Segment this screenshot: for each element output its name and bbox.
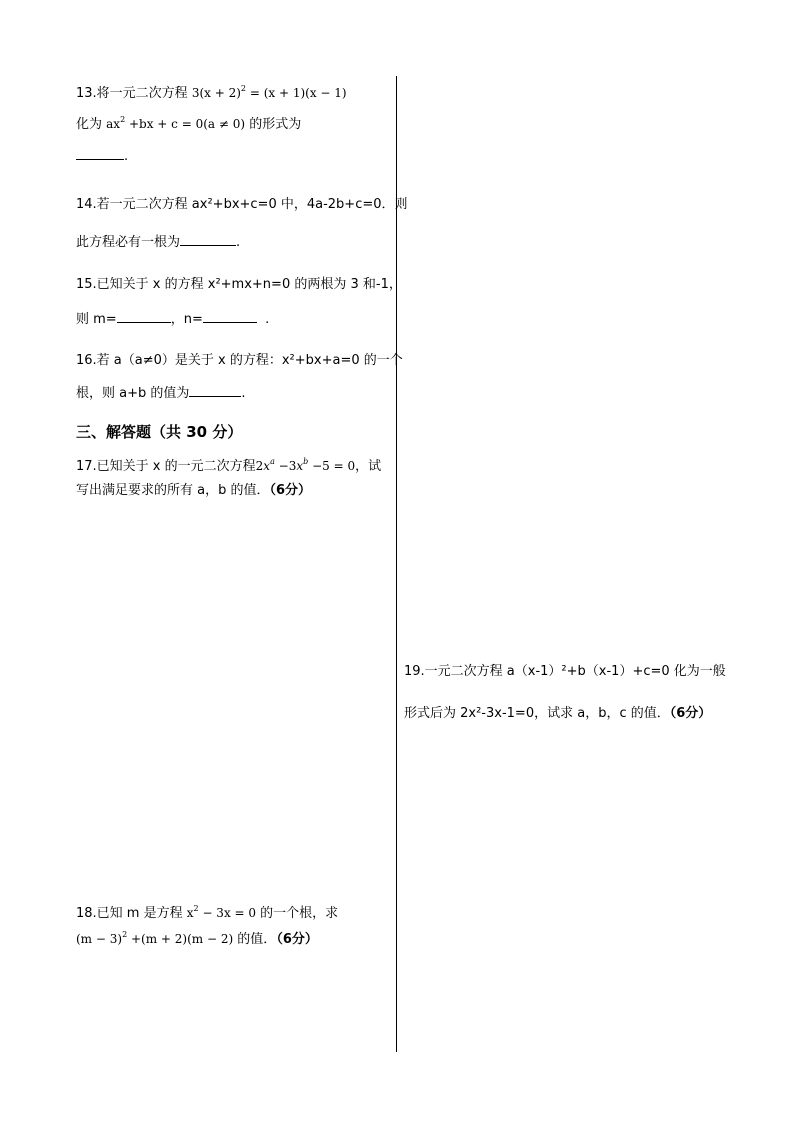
- q13-equation: $3(x + 2)^2 = (x + 1)(x - 1)$: [191, 84, 347, 100]
- q13-general-form: $ax^2 +bx + c = 0(a \ne 0)$: [106, 115, 246, 131]
- q14-line1: 14.若一元二次方程 ax²+bx+c=0 中，4a-2b+c=0．则: [76, 197, 408, 212]
- q13-line3: .: [76, 146, 128, 166]
- q16-answer-blank[interactable]: [189, 383, 241, 397]
- q15-line1: 15.已知关于 x 的方程 x²+mx+n=0 的两根为 3 和-1，: [76, 277, 402, 292]
- q17-points: （6分）: [269, 483, 312, 498]
- q19-line2: 形式后为 2x²-3x-1=0，试求 a，b，c 的值．（6分）: [404, 706, 712, 721]
- q14-line2: 此方程必有一根为 .: [76, 232, 240, 252]
- q18-line1: 18.已知 m 是方程 $x^2 - 3x = 0$ 的一个根，求: [76, 904, 339, 921]
- q15-n-blank[interactable]: [203, 309, 257, 323]
- q17-equation: $2x^a -3x^b -5 = 0$: [255, 457, 356, 473]
- q18-equation: $x^2 - 3x = 0$: [186, 904, 257, 920]
- q14-answer-blank[interactable]: [180, 232, 236, 246]
- q19-points: （6分）: [669, 706, 712, 721]
- q13-text: 13.将一元二次方程: [76, 86, 188, 101]
- q17-line1: 17.已知关于 x 的一元二次方程$2x^a -3x^b -5 = 0$，试: [76, 457, 382, 474]
- q18-line2: $(m - 3)^2 +(m + 2)(m - 2)$ 的值．（6分）: [76, 930, 318, 947]
- q19-line1: 19.一元二次方程 a（x-1）²+b（x-1）+c=0 化为一般: [404, 664, 726, 679]
- q13-text-2: 化为: [76, 117, 103, 132]
- q13-line1: [76, 84, 347, 103]
- section-heading: 三、解答题（共 30 分）: [76, 423, 243, 441]
- column-divider: [396, 76, 397, 1052]
- q16-line2: 根，则 a+b 的值为 .: [76, 383, 246, 403]
- q18-expression: $(m - 3)^2 +(m + 2)(m - 2)$: [76, 930, 234, 946]
- q13-text-3: 的形式为: [249, 117, 302, 132]
- q17-line2: 写出满足要求的所有 a，b 的值．（6分）: [76, 483, 312, 498]
- q13-line2: [76, 115, 301, 134]
- q15-line2: 则 m= ，n= .: [76, 309, 269, 329]
- q18-points: （6分）: [276, 932, 318, 947]
- q15-m-blank[interactable]: [117, 309, 171, 323]
- q13-answer-blank[interactable]: [76, 146, 124, 160]
- q16-line1: 16.若 a（a≠0）是关于 x 的方程：x²+bx+a=0 的一个: [76, 353, 403, 368]
